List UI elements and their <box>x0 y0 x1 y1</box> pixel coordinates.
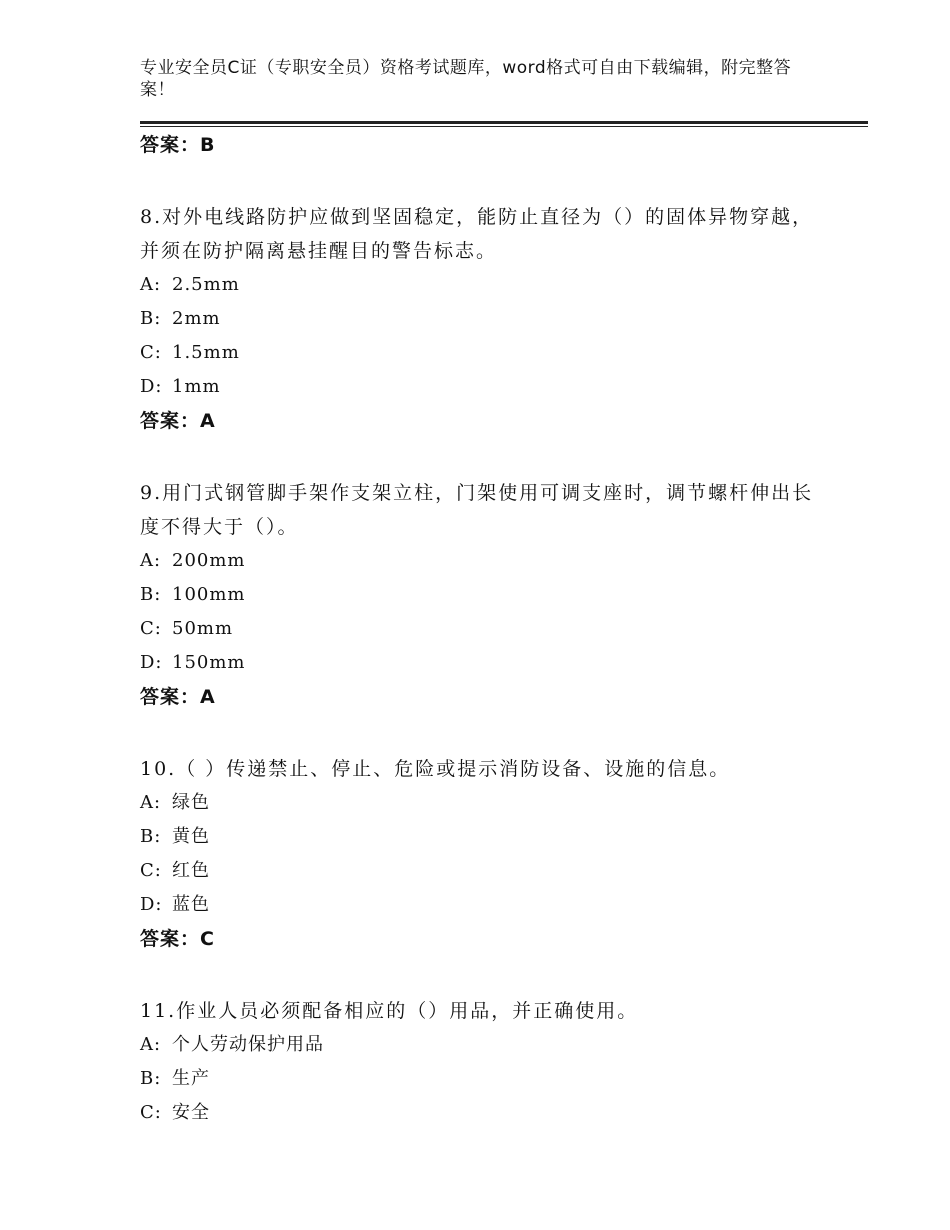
answer-line: 答案：B <box>140 134 216 156</box>
option-item <box>140 544 820 578</box>
option-letter: A: <box>140 1034 162 1055</box>
option-item <box>140 786 820 820</box>
option-letter: C: <box>140 860 162 881</box>
option-letter: B: <box>140 584 162 605</box>
question-text: 10.（ ）传递禁止、停止、危险或提示消防设备、设施的信息。 <box>140 758 731 780</box>
option-item <box>140 1096 820 1130</box>
answer-line: 答案：C <box>140 928 215 950</box>
question-item <box>140 752 820 956</box>
question-list <box>140 128 820 1130</box>
option-text: 黄色 <box>172 826 210 847</box>
question-text: 9.用门式钢管脚手架作支架立柱，门架使用可调支座时，调节螺杆伸出长度不得大于（）。 <box>140 482 814 538</box>
option-letter: A: <box>140 550 162 571</box>
header-divider <box>140 121 868 124</box>
option-letter: B: <box>140 308 162 329</box>
option-item <box>140 854 820 888</box>
option-letter: C: <box>140 618 162 639</box>
option-letter: C: <box>140 1102 162 1123</box>
option-letter: D: <box>140 652 163 673</box>
option-text: 个人劳动保护用品 <box>172 1034 324 1055</box>
option-item <box>140 646 820 680</box>
option-text: 安全 <box>172 1102 210 1123</box>
answer-line: 答案：A <box>140 410 216 432</box>
option-item <box>140 612 820 646</box>
option-text: 2.5mm <box>172 274 240 295</box>
option-letter: C: <box>140 342 162 363</box>
option-text: 生产 <box>172 1068 210 1089</box>
question-text: 11.作业人员必须配备相应的（）用品，并正确使用。 <box>140 1000 639 1022</box>
option-item <box>140 820 820 854</box>
option-text: 150mm <box>172 652 246 673</box>
option-letter: A: <box>140 792 162 813</box>
option-item <box>140 370 820 404</box>
option-letter: B: <box>140 826 162 847</box>
option-text: 红色 <box>172 860 210 881</box>
question-text: 8.对外电线路防护应做到坚固稳定，能防止直径为（）的固体异物穿越，并须在防护隔离悬挂醒目的警告标志。 <box>140 206 814 262</box>
option-text: 绿色 <box>172 792 210 813</box>
question-item <box>140 200 820 438</box>
option-item <box>140 302 820 336</box>
option-letter: D: <box>140 894 163 915</box>
question-item <box>140 994 820 1130</box>
option-item <box>140 1028 820 1062</box>
document-header: 专业安全员C证（专职安全员）资格考试题库，word格式可自由下载编辑，附完整答案！ <box>140 58 792 100</box>
option-letter: A: <box>140 274 162 295</box>
option-text: 1mm <box>172 376 221 397</box>
option-text: 2mm <box>172 308 221 329</box>
option-item <box>140 1062 820 1096</box>
option-item <box>140 578 820 612</box>
option-text: 200mm <box>172 550 246 571</box>
option-text: 蓝色 <box>172 894 210 915</box>
option-item <box>140 268 820 302</box>
option-letter: D: <box>140 376 163 397</box>
option-text: 50mm <box>172 618 234 639</box>
option-text: 100mm <box>172 584 246 605</box>
header-divider-thin <box>140 126 868 127</box>
question-item <box>140 476 820 714</box>
option-letter: B: <box>140 1068 162 1089</box>
answer-line: 答案：A <box>140 686 216 708</box>
option-text: 1.5mm <box>172 342 240 363</box>
option-item <box>140 336 820 370</box>
option-item <box>140 888 820 922</box>
